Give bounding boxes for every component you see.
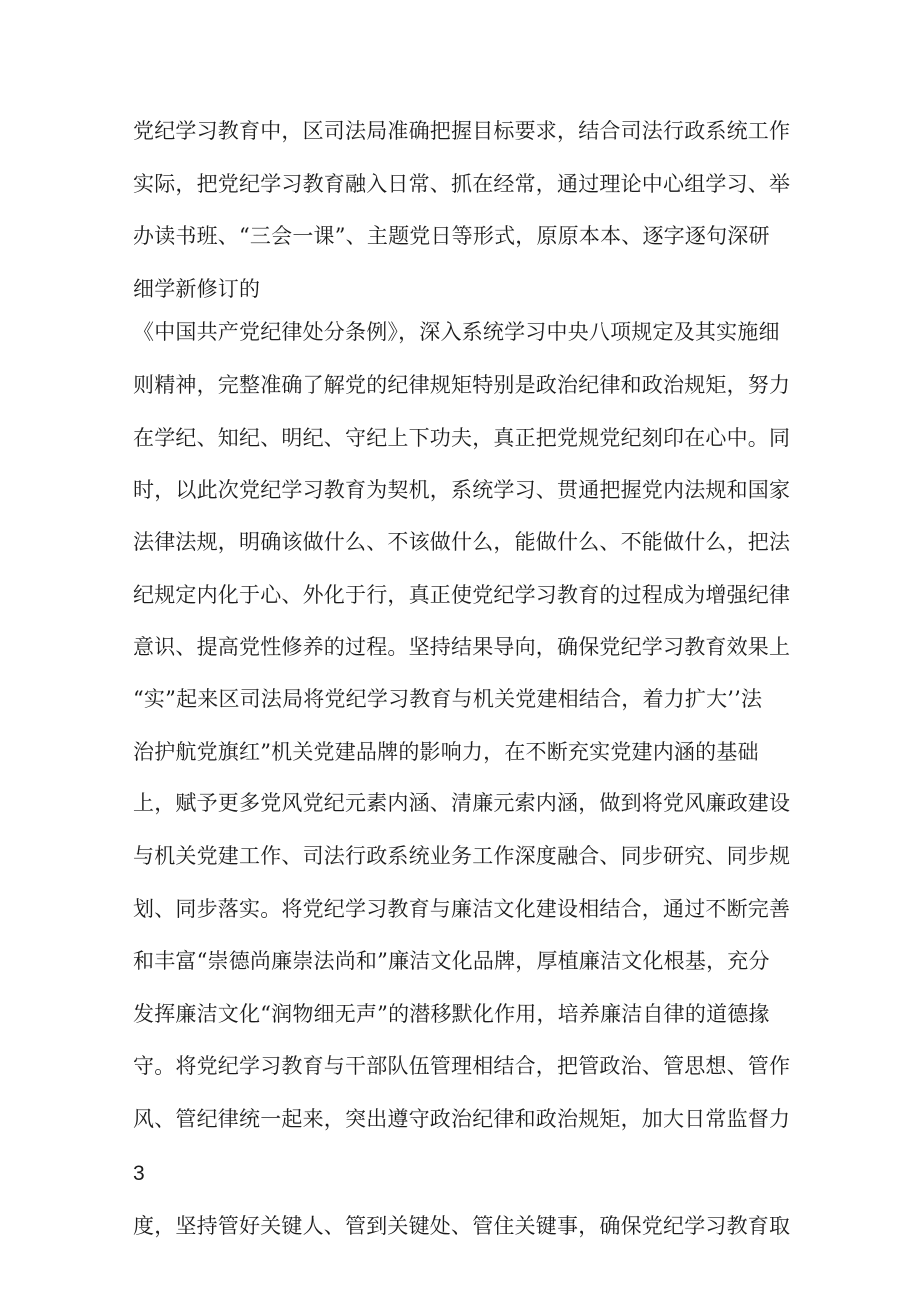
paragraph-line: 细学新修订的 bbox=[133, 277, 261, 301]
paragraph-line: “实”起来区司法局将党纪学习教育与机关党建相结合，着力扩大’’法 bbox=[133, 687, 763, 711]
paragraph-line: 办读书班、“三会一课”、主题党日等形式，原原本本、逐字逐句深研 bbox=[133, 224, 770, 248]
paragraph-line: 纪规定内化于心、外化于行，真正使党纪学习教育的过程成为增强纪律 bbox=[133, 583, 791, 607]
paragraph-line: 上，赋予更多党风党纪元素内涵、清廉元索内涵，做到将党风廉政建设 bbox=[133, 791, 791, 815]
paragraph-line: 则精神，完整准确了解党的纪律规矩特别是政治纪律和政治规矩，努力 bbox=[133, 373, 791, 397]
paragraph-line: 实际，把党纪学习教育融入日常、抓在经常，通过理论中心组学习、举 bbox=[133, 172, 791, 196]
paragraph-line: 《中国共产党纪律处分条例》，深入系统学习中央八项规定及其实施细 bbox=[133, 320, 780, 344]
paragraph-line: 度，坚持管好关键人、管到关键处、管住关键事，确保党纪学习教育取 bbox=[133, 1214, 791, 1238]
paragraph-line: 和丰富“崇德尚廉崇法尚和”廉洁文化品牌，厚植廉洁文化根基，充分 bbox=[133, 949, 770, 973]
paragraph-line: 在学纪、知纪、明纪、守纪上下功夫，真正把党规党纪刻印在心中。同 bbox=[133, 426, 791, 450]
page-number: 3 bbox=[133, 1162, 145, 1185]
paragraph-line: 党纪学习教育中，区司法局准确把握目标要求，结合司法行政系统工作 bbox=[133, 119, 791, 143]
paragraph-line: 治护航党旗红”机关党建品牌的影响力，在不断充实党建内涵的基础 bbox=[133, 740, 759, 764]
paragraph-line: 意识、提高党性修养的过程。坚持结果导向，确保党纪学习教育效果上 bbox=[133, 635, 791, 659]
paragraph-line: 发挥廉洁文化“润物细无声”的潜移默化作用，培养廉洁自律的道德掾 bbox=[133, 1002, 770, 1026]
paragraph-line: 与机关党建工作、司法行政系统业务工作深度融合、同步研究、同步规 bbox=[133, 844, 791, 868]
paragraph-line: 风、管纪律统一起来，突出遵守政治纪律和政治规矩，加大日常监督力 bbox=[133, 1107, 791, 1131]
paragraph-line: 时，以此次党纪学习教育为契机，系统学习、贯通把握党内法规和国家 bbox=[133, 478, 791, 502]
paragraph-line: 划、同步落实。将党纪学习教育与廉洁文化建设相结合，通过不断完善 bbox=[133, 897, 791, 921]
paragraph-line: 守。将党纪学习教育与干部队伍管理相结合，把管政治、管思想、管作 bbox=[133, 1054, 791, 1078]
paragraph-line: 法律法规，明确该做什么、不该做什么，能做什么、不能做什么，把法 bbox=[133, 530, 791, 554]
